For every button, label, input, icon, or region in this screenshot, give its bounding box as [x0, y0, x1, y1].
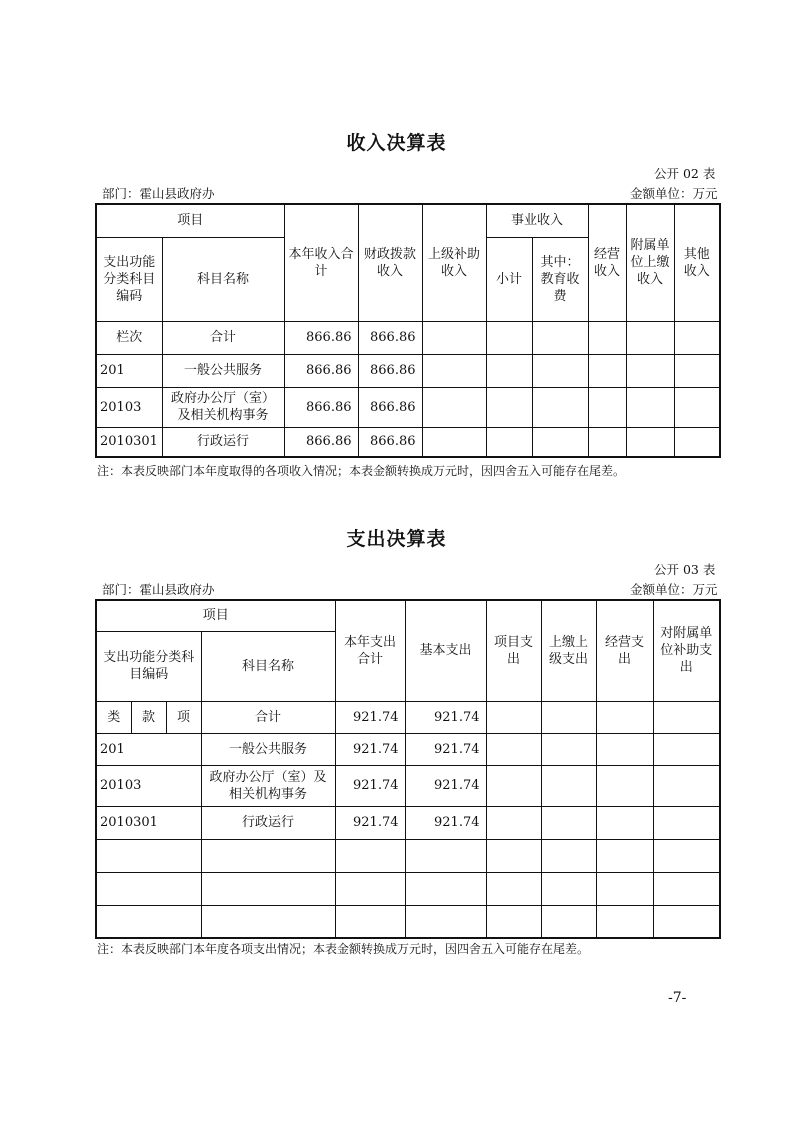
row-code: 201	[96, 354, 162, 387]
row-total: 921.74	[335, 765, 405, 806]
table-row	[96, 872, 720, 905]
expenditure-header-total: 本年支出合计	[335, 600, 405, 701]
row-name: 一般公共服务	[162, 354, 284, 387]
income-header-business: 事业收入	[486, 204, 588, 237]
income-header-func-code: 支出功能分类科目编码	[96, 237, 162, 321]
row-total: 866.86	[284, 427, 358, 457]
income-header-operating: 经营收入	[588, 204, 626, 321]
row-basic: 921.74	[405, 733, 486, 765]
expenditure-header-basic: 基本支出	[405, 600, 486, 701]
expenditure-table-no: 公开 03 表	[654, 562, 716, 577]
header-kuan: 款	[131, 701, 166, 733]
income-header-affiliated: 附属单位上缴收入	[626, 204, 674, 321]
header-xiang: 项	[166, 701, 201, 733]
expenditure-header-subject-name: 科目名称	[201, 631, 335, 701]
row-code: 201	[96, 733, 201, 765]
income-header-item: 项目	[96, 204, 284, 237]
page-number: -7-	[668, 990, 687, 1006]
income-header-subtotal: 小计	[486, 237, 532, 321]
row-code: 20103	[96, 765, 201, 806]
income-header-education: 其中：教育收费	[532, 237, 588, 321]
expenditure-header-item: 项目	[96, 600, 335, 631]
sum-label: 合计	[201, 701, 335, 733]
income-department: 部门：霍山县政府办	[102, 186, 215, 201]
row-name: 行政运行	[201, 806, 335, 839]
row-code: 栏次	[96, 321, 162, 354]
table-row	[96, 321, 720, 354]
table-row	[96, 387, 720, 427]
row-code: 2010301	[96, 806, 201, 839]
expenditure-header-func-code: 支出功能分类科目编码	[96, 631, 201, 701]
expenditure-header-project: 项目支出	[486, 600, 541, 701]
row-name: 政府办公厅（室）及相关机构事务	[201, 765, 335, 806]
row-total: 921.74	[335, 733, 405, 765]
expenditure-header-affiliated: 对附属单位补助支出	[653, 600, 720, 701]
row-fiscal: 866.86	[358, 427, 422, 457]
row-basic: 921.74	[405, 806, 486, 839]
row-basic: 921.74	[405, 701, 486, 733]
row-name: 行政运行	[162, 427, 284, 457]
income-table-no: 公开 02 表	[654, 166, 716, 181]
table-row	[96, 806, 720, 839]
income-note: 注：本表反映部门本年度取得的各项收入情况；本表金额转换成万元时，因四舍五入可能存在尾差。	[97, 464, 626, 478]
row-total: 921.74	[335, 806, 405, 839]
row-name: 政府办公厅（室）及相关机构事务	[162, 387, 284, 427]
table-row	[96, 765, 720, 806]
income-title: 收入决算表	[346, 132, 447, 154]
table-row	[96, 427, 720, 457]
row-code: 2010301	[96, 427, 162, 457]
row-fiscal: 866.86	[358, 387, 422, 427]
row-total: 866.86	[284, 321, 358, 354]
table-row	[96, 733, 720, 765]
expenditure-header-operating: 经营支出	[596, 600, 653, 701]
income-header-other: 其他收入	[674, 204, 720, 321]
row-name: 合计	[162, 321, 284, 354]
income-header-subject-name: 科目名称	[162, 237, 284, 321]
row-total: 921.74	[335, 701, 405, 733]
row-total: 866.86	[284, 354, 358, 387]
income-header-total: 本年收入合计	[284, 204, 358, 321]
row-fiscal: 866.86	[358, 321, 422, 354]
income-unit: 金额单位：万元	[630, 186, 718, 201]
table-row	[96, 905, 720, 938]
row-code: 20103	[96, 387, 162, 427]
expenditure-table	[95, 599, 721, 939]
expenditure-department: 部门：霍山县政府办	[102, 582, 215, 597]
table-row	[96, 701, 720, 733]
header-lei: 类	[96, 701, 131, 733]
income-header-superior: 上级补助收入	[422, 204, 486, 321]
income-header-fiscal: 财政拨款收入	[358, 204, 422, 321]
row-name: 一般公共服务	[201, 733, 335, 765]
expenditure-title: 支出决算表	[346, 528, 447, 550]
expenditure-note: 注：本表反映部门本年度各项支出情况；本表金额转换成万元时，因四舍五入可能存在尾差。	[97, 942, 590, 956]
row-fiscal: 866.86	[358, 354, 422, 387]
table-row	[96, 839, 720, 872]
table-row	[96, 354, 720, 387]
row-total: 866.86	[284, 387, 358, 427]
row-basic: 921.74	[405, 765, 486, 806]
expenditure-unit: 金额单位：万元	[630, 582, 718, 597]
income-table	[95, 203, 721, 458]
expenditure-header-superior: 上缴上级支出	[541, 600, 596, 701]
